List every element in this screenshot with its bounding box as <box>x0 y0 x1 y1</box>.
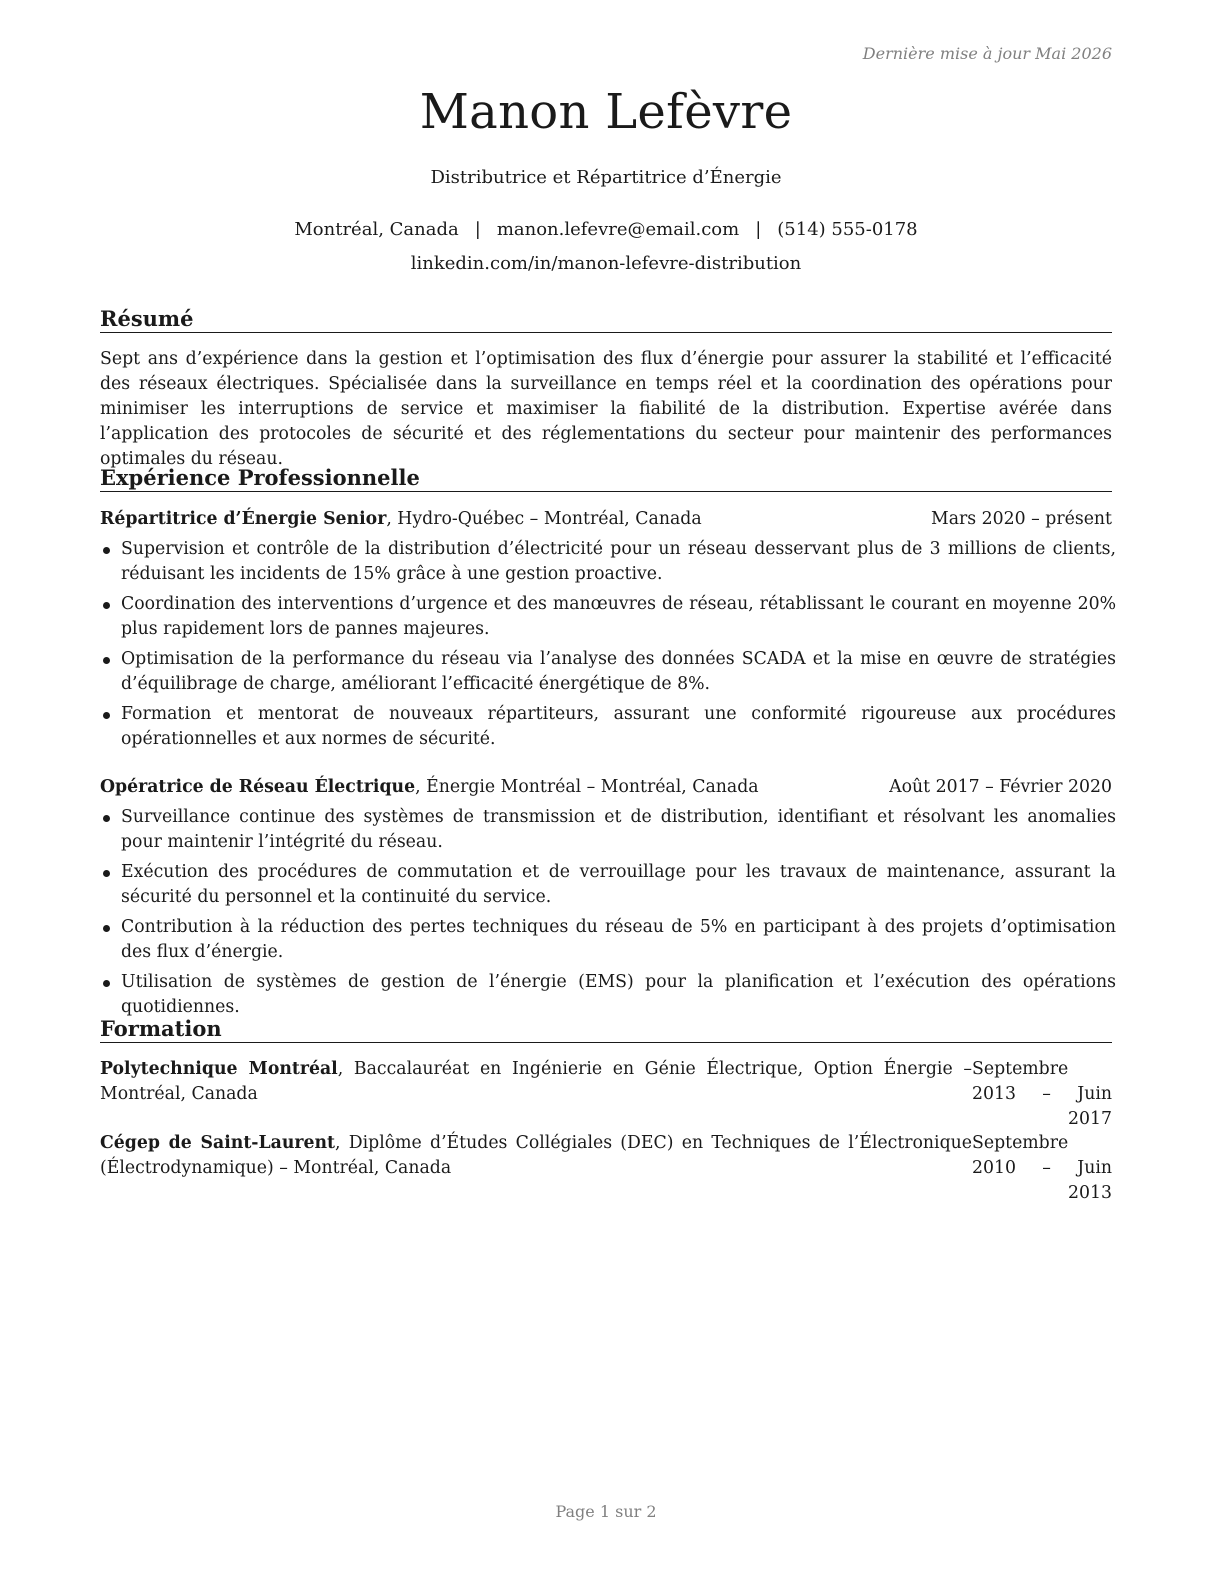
bullet-dot <box>103 815 110 822</box>
job-header <box>100 775 1112 800</box>
phone-text: (514) 555-0178 <box>777 219 918 240</box>
summary-text: Sept ans d’expérience dans la gestion et l’optimisation des flux d’énergie pour assurer la stabilité et l’efficacité des réseaux électriques. Spécialisée dans la surveillance en temps réel et la coordination des opérations pour minimiser les interruptions de service et maximiser la fiabilité de la distribution. Expertise avérée dans l’application des protocoles de sécurité et des réglementations du secteur pour maintenir des performances optimales du réseau. <box>100 349 1112 469</box>
job-title-line <box>100 507 702 532</box>
bullet-text: Surveillance continue des systèmes de transmission et de distribution, identifiant et résolvant les anomalies pour maintenir l’intégrité du réseau. <box>121 807 1116 852</box>
contact-separator: | <box>474 219 481 240</box>
list-item <box>100 592 1116 642</box>
section-heading-education: Formation <box>100 1016 1112 1043</box>
list-item <box>100 537 1116 587</box>
bullet-text: Utilisation de systèmes de gestion de l’énergie (EMS) pour la planification et l’exécution des opérations quotidiennes. <box>121 972 1116 1017</box>
job-title-line <box>100 775 759 800</box>
candidate-title: Distributrice et Répartitrice d’Énergie <box>430 167 782 188</box>
degree-details: , Baccalauréat en Ingénierie en Génie Électrique, Option Énergie – Montréal, Canada <box>100 1059 972 1104</box>
bullet-dot <box>103 547 110 554</box>
school-name: Cégep de Saint-Laurent <box>100 1133 336 1153</box>
job-bullet-list <box>100 805 1116 1025</box>
bullet-dot <box>103 657 110 664</box>
page-number: Page 1 sur 2 <box>555 1502 657 1521</box>
education-dates: Septembre 2010 – Juin 2013 <box>972 1133 1112 1203</box>
location-text: Montréal, Canada <box>294 219 459 240</box>
job-dates: Août 2017 – Février 2020 <box>889 777 1112 797</box>
bullet-text: Supervision et contrôle de la distribution d’électricité pour un réseau desservant plus de 3 millions de clients, réduisant les incidents de 15% grâce à une gestion proactive. <box>121 539 1116 584</box>
contact-line <box>100 219 1112 240</box>
job-dates: Mars 2020 – présent <box>931 509 1112 529</box>
resume-page <box>100 0 1116 1584</box>
email-link[interactable]: manon.lefevre@email.com <box>496 219 740 240</box>
job-header <box>100 507 1112 532</box>
list-item <box>100 860 1116 910</box>
bullet-text: Formation et mentorat de nouveaux répartiteurs, assurant une conformité rigoureuse aux procédures opérationnelles et aux normes de sécurité. <box>121 704 1116 749</box>
education-dates: Septembre 2013 – Juin 2017 <box>972 1059 1112 1129</box>
list-item <box>100 702 1116 752</box>
education-description <box>100 1131 972 1181</box>
bullet-dot <box>103 602 110 609</box>
bullet-text: Optimisation de la performance du réseau via l’analyse des données SCADA et la mise en œuvre de stratégies d’équilibrage de charge, améliorant l’efficacité énergétique de 8%. <box>121 649 1116 694</box>
bullet-text: Exécution des procédures de commutation et de verrouillage pour les travaux de maintenance, assurant la sécurité du personnel et la continuité du service. <box>121 862 1116 907</box>
list-item <box>100 647 1116 697</box>
bullet-dot <box>103 712 110 719</box>
degree-details: , Diplôme d’Études Collégiales (DEC) en Techniques de l’Électronique (Électrodynamique) – Montréal, Canada <box>100 1133 973 1178</box>
bullet-dot <box>103 925 110 932</box>
linkedin-link[interactable]: linkedin.com/in/manon-lefevre-distribution <box>410 253 802 274</box>
list-item <box>100 915 1116 965</box>
job-company: , Énergie Montréal – Montréal, Canada <box>415 777 759 797</box>
job-role: Opératrice de Réseau Électrique <box>100 777 416 797</box>
bullet-text: Contribution à la réduction des pertes techniques du réseau de 5% en participant à des projets d’optimisation des flux d’énergie. <box>121 917 1116 962</box>
bullet-dot <box>103 980 110 987</box>
job-company: , Hydro-Québec – Montréal, Canada <box>386 509 702 529</box>
candidate-name: Manon Lefèvre <box>419 84 793 140</box>
bullet-dot <box>103 870 110 877</box>
list-item <box>100 970 1116 1020</box>
education-description <box>100 1057 972 1107</box>
job-bullet-list <box>100 537 1116 757</box>
section-heading-experience: Expérience Professionnelle <box>100 465 1112 492</box>
section-heading-summary: Résumé <box>100 306 1112 333</box>
job-role: Répartitrice d’Énergie Senior <box>100 509 387 529</box>
contact-separator: | <box>755 219 762 240</box>
bullet-text: Coordination des interventions d’urgence et des manœuvres de réseau, rétablissant le courant en moyenne 20% plus rapidement lors de pannes majeures. <box>121 594 1116 639</box>
school-name: Polytechnique Montréal <box>100 1059 338 1079</box>
list-item <box>100 805 1116 855</box>
last-updated-note: Dernière mise à jour Mai 2026 <box>862 44 1112 63</box>
